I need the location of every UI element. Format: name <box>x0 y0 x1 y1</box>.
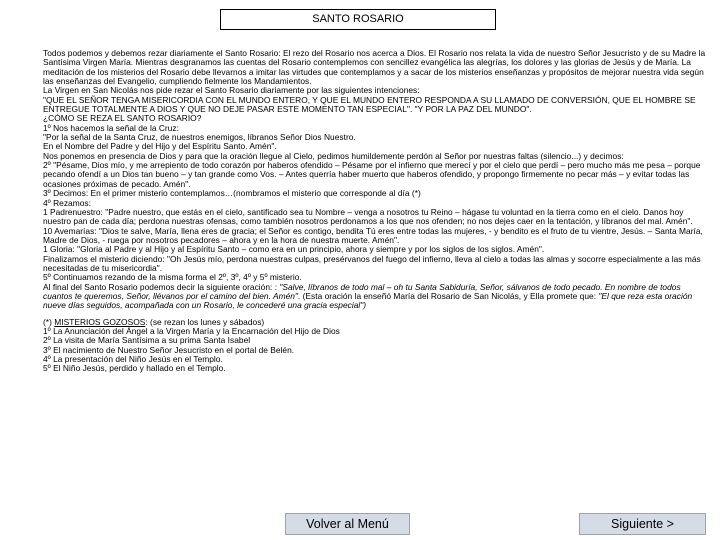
prayer-line: En el Nombre del Padre y del Hijo y del Espíritu Santo. Amén". <box>43 141 277 152</box>
mysteries-marker: (*) <box>43 316 55 327</box>
page-title: SANTO ROSARIO <box>220 9 496 30</box>
paragraph: La Virgen en San Nicolás nos pide rezar el Santo Rosario diariamente por las siguientes intenciones: <box>43 85 420 96</box>
back-to-menu-button[interactable]: Volver al Menú <box>285 513 410 535</box>
mysteries-heading: MISTERIOS GOZOSOS <box>54 316 146 327</box>
paragraph: Nos ponemos en presencia de Dios y para que la oración llegue al Cielo, pedimos humildemente perdón al Señor por nuestras faltas (silencio...) y decimos: <box>43 150 624 161</box>
paragraph: 5º Continuamos rezando de la misma forma el 2º, 3º, 4º y 5º misterio. <box>43 272 302 283</box>
paragraph: 4º Rezamos: <box>43 197 91 208</box>
prayer-paragraph: 1 Gloria: "Gloria al Padre y al Hijo y al Espíritu Santo – como era en un principio, ahora y siempre y por los siglos de los siglos. Amén". <box>43 244 545 255</box>
final-lead: Al final del Santo Rosario podemos decir la siguiente oración: : <box>43 281 280 292</box>
next-button[interactable]: Siguiente > <box>579 513 706 535</box>
mystery-item: 4º La presentación del Niño Jesús en el Templo. <box>43 354 223 364</box>
mystery-item: 1º La Anunciación del Ángel a la Virgen María y la Encarnación del Hijo de Dios <box>43 325 340 336</box>
mystery-item: 2º La visita de María Santísima a su prima Santa Isabel <box>43 335 251 346</box>
prayer-paragraph: 2º "Pésame, Dios mío, y me arrepiento de todo corazón por haberos ofendido – Pésame por el infierno que merecí y por el cielo que perdí – pero mucho más me pesa – porque pecando ofendí a un Dios tan bueno – y tan grande como Vos. – Antes querría haber muerto que haberos ofendido, y propongo firmemente no pecar más – y evitar todas las ocasiones próximas de pecado. Amén". <box>43 160 701 189</box>
paragraph: 3º Decimos: En el primer misterio contemplamos…(nombramos el misterio que corresponde al día (*) <box>43 188 421 199</box>
document-body <box>43 49 711 374</box>
prayer-paragraph: Finalizamos el misterio diciendo: "Oh Jesús mío, perdona nuestras culpas, presérvanos del fuego del infierno, lleva al cielo a todas las almas y socorre especialmente a las más necesitadas de tu misericordia". <box>43 253 701 273</box>
paragraph: Todos podemos y debemos rezar diariamente el Santo Rosario: El rezo del Rosario nos acerca a Dios. El Rosario nos relata la vida de nuestro Señor Jesucristo y de su Madre la Santísima Virgen María. Mientras desgranamos las cuentas del Rosario contemplemos con sencillez evangélica las alegrías, los dolores y las glorias de Jesús y de María. La meditación de los misterios del Rosario debe llevarnos a imitar las virtudes que contemplamos y a sacar de los misterios enseñanzas y propósitos de mejorar nuestra vida según las enseñanzas del Evangelio, cumpliendo fielmente los Mandamientos. <box>43 48 706 87</box>
mysteries-days: : (se rezan los lunes y sábados) <box>145 316 265 327</box>
section-heading: ¿CÓMO SE REZA EL SANTO ROSARIO? <box>43 113 202 124</box>
paragraph: 1º Nos hacemos la señal de la Cruz: <box>43 122 179 133</box>
final-middle: . (Esta oración la enseñó María del Rosario de San Nicolás, y Ella promete que: <box>297 290 599 301</box>
final-paragraph <box>43 283 711 311</box>
mystery-item: 5º El Niño Jesús, perdido y hallado en el Templo. <box>43 363 226 374</box>
mystery-item: 3º El nacimiento de Nuestro Señor Jesucristo en el portal de Belén. <box>43 344 295 355</box>
prayer-paragraph: 10 Avemarías: "Dios te salve, María, llena eres de gracia; el Señor es contigo, bendita Tú eres entre todas las mujeres, - y bendito es el fruto de tu vientre, Jesús. – Santa María, Madre de Dios, - ruega por nosotros pecadores – ahora y en la hora de nuestra muerte. Amén". <box>43 225 703 245</box>
final-prayer: "Salve, líbranos de todo mal – oh tu Santa Sabiduría, Señor, sálvanos de todo pecado. En nombre de todos cuantos te queremos, Señor, llévanos por el camino del bien. Amén" <box>43 281 681 301</box>
prayer-line: "Por la señal de la Santa Cruz, de nuestros enemigos, líbranos Señor Dios Nuestro. <box>43 132 356 143</box>
prayer-paragraph: 1 Padrenuestro: "Padre nuestro, que estás en el cielo, santificado sea tu Nombre – venga a nosotros tu Reino – hágase tu voluntad en la tierra como en el cielo. Danos hoy nuestro pan de cada día; perdona nuestras ofensas, como también nosotros perdonamos a los que nos ofenden; no nos dejes caer en la tentación, y líbranos del mal. Amén". <box>43 206 693 227</box>
intention-text: "QUE EL SEÑOR TENGA MISERICORDIA CON EL MUNDO ENTERO, Y QUE EL MUNDO ENTERO RESPONDA A SU LLAMADO DE CONVERSIÓN, QUE EL HOMBRE SE ENTREGUE TOTALMENTE A DIOS Y QUE NO DEJE PASAR ESTE MOMENTO TAN ESPECIAL". "Y POR LA PAZ DEL MUNDO". <box>43 94 696 115</box>
final-promise: "El que reza esta oración nueve días seguidos, acompañada con un Rosario, le concederé una gracia especial") <box>43 290 693 311</box>
